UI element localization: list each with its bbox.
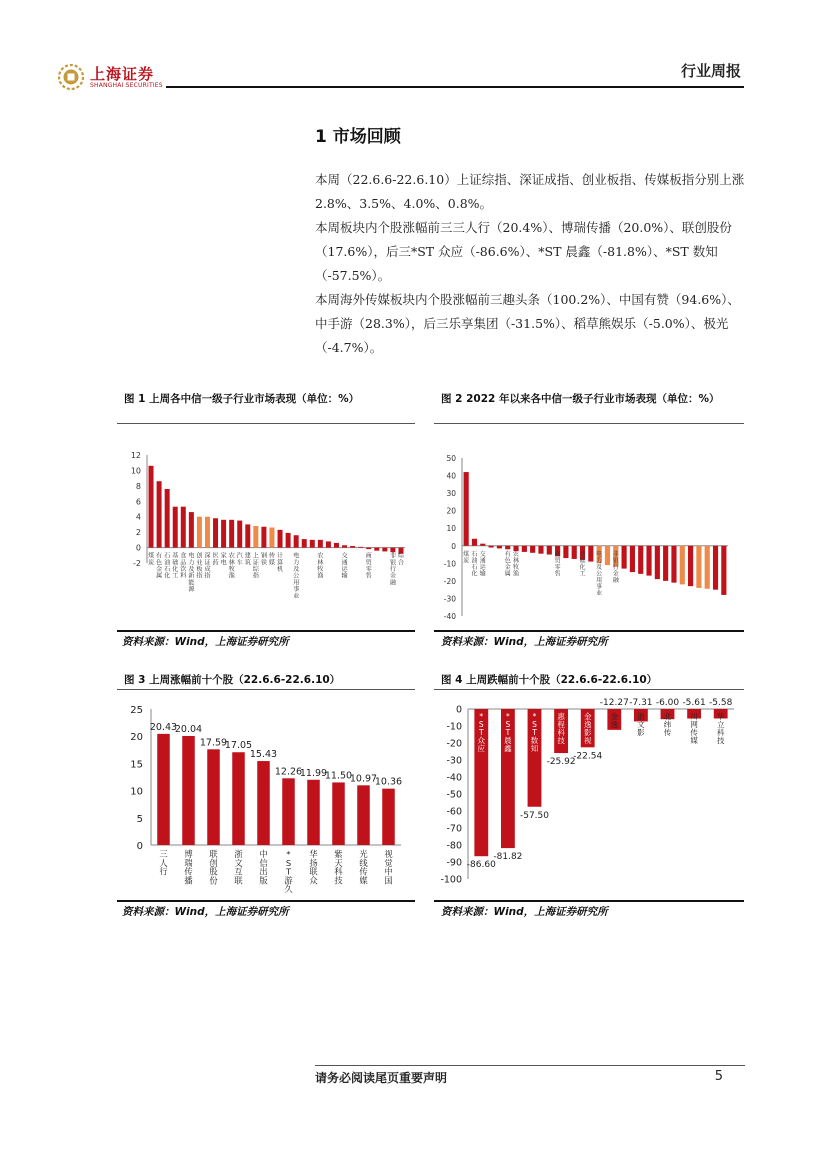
y-tick-label: 10: [130, 786, 143, 798]
y-tick-label: 2: [135, 528, 141, 538]
y-tick-label: 5: [136, 813, 143, 825]
x-tick-label: 计算机: [276, 552, 284, 573]
data-label: -81.82: [493, 852, 523, 863]
bar: [221, 520, 226, 548]
x-tick-label: 电力及新能源: [188, 552, 195, 594]
bar: [261, 527, 266, 548]
bar: [257, 761, 270, 845]
x-tick-label: 惠程科技: [557, 712, 565, 745]
x-tick-label: 农林牧渔: [317, 552, 324, 580]
bar: [480, 544, 485, 546]
bar: [237, 521, 242, 548]
y-tick-label: 10: [446, 524, 456, 534]
figure-2-chart: [434, 440, 744, 630]
x-tick-label: 煤炭: [147, 552, 155, 567]
bar: [671, 546, 676, 583]
data-label: -57.50: [519, 810, 550, 821]
y-tick-label: -20: [443, 576, 456, 586]
x-tick-label: 视觉中国: [384, 849, 393, 886]
figure-4-title: 图 4 上周跌幅前十个股（22.6.6-22.6.10）: [441, 674, 658, 686]
x-tick-label: 上证综指: [252, 552, 259, 580]
x-tick-label: 基础化工: [579, 550, 586, 578]
x-tick-label: 家电: [220, 552, 227, 567]
figure-3-title: 图 3 上周涨幅前十个股（22.6.6-22.6.10）: [124, 674, 341, 686]
data-label: 11.50: [324, 770, 353, 782]
bar: [472, 539, 477, 546]
bar: [342, 545, 347, 547]
bar: [505, 546, 510, 550]
x-tick-label: 商贸零售: [554, 550, 561, 578]
logo-text: 上海证券: [90, 65, 155, 83]
bar: [165, 489, 170, 548]
x-tick-label: 煤炭: [463, 550, 470, 565]
y-tick-label: 30: [446, 489, 456, 499]
data-label: 17.59: [199, 737, 228, 749]
y-tick-label: 25: [130, 705, 143, 716]
y-tick-label: -80: [446, 840, 462, 852]
data-label: 11.99: [299, 767, 328, 779]
bar: [366, 548, 371, 550]
bar: [245, 524, 250, 547]
bar: [307, 780, 320, 845]
section-title: 1 市场回顾: [315, 127, 401, 147]
bar: [350, 546, 355, 548]
x-tick-label: 非银行金融: [389, 552, 396, 587]
bar: [646, 546, 651, 576]
paragraph-overseas-summary: 本周海外传媒板块内个股涨幅前三趣头条（100.2%）、中国有赞（94.6%）、中手游（28.3%），后三乐享集团（-31.5%）、稻草熊娱乐（-5.0%）、极光（-4.7%）。: [315, 292, 740, 355]
data-label: -6.00: [655, 698, 680, 708]
x-tick-label: 电力及公用事业: [293, 552, 300, 600]
bar: [182, 736, 195, 845]
x-tick-label: 食品饮料: [180, 552, 187, 580]
x-tick-label: * S T 晨鑫: [504, 712, 512, 753]
figure-2-top-rule: [434, 423, 744, 424]
y-tick-label: -10: [446, 721, 462, 733]
y-tick-label: -50: [446, 789, 462, 801]
bar: [357, 785, 370, 845]
x-tick-label: 交通运输: [479, 550, 486, 578]
x-tick-label: 医药: [212, 552, 219, 567]
bar: [157, 481, 162, 547]
bar: [207, 749, 220, 845]
bar: [464, 472, 469, 546]
data-label: 15.43: [249, 749, 278, 761]
figure-4-source: 资料来源：Wind，上海证券研究所: [441, 906, 608, 918]
x-tick-label: 金逸影视: [583, 712, 592, 745]
bar: [663, 546, 668, 581]
figure-3-top-rule: [117, 689, 415, 690]
figure-3-bottom-rule: [117, 900, 415, 902]
x-tick-label: 紫天科技: [334, 849, 343, 886]
bar: [189, 512, 194, 547]
bar: [588, 546, 593, 562]
figure-4-bottom-rule: [434, 900, 744, 902]
bar: [294, 535, 299, 547]
x-tick-label: 综合: [397, 552, 405, 567]
x-tick-label: 有色金属: [156, 552, 163, 580]
bar: [630, 546, 635, 572]
bar: [205, 517, 210, 548]
y-tick-label: -2: [133, 559, 141, 568]
x-tick-label: 中信出版: [259, 849, 268, 886]
y-tick-label: 8: [135, 481, 141, 491]
bar: [489, 546, 494, 548]
paragraph-index-summary: 本周（22.6.6-22.6.10）上证综指、深证成指、创业板指、传媒板指分别上涨 2.8%、3.5%、4.0%、0.8%。: [315, 172, 745, 211]
bar: [157, 734, 170, 845]
y-tick-label: 15: [130, 759, 143, 771]
bar: [358, 547, 363, 548]
figure-4-chart: [434, 695, 744, 900]
page-number: 5: [714, 1069, 723, 1084]
figure-1-source: 资料来源：Wind，上海证券研究所: [122, 636, 289, 648]
bar: [638, 546, 643, 574]
bar: [302, 539, 307, 547]
data-label: -5.58: [709, 698, 733, 708]
bar: [310, 540, 315, 548]
x-tick-label: 博瑞传播: [184, 849, 193, 886]
x-tick-label: 北纬传: [663, 712, 672, 737]
y-tick-label: 0: [455, 704, 462, 716]
x-tick-label: 农林牧渔: [228, 552, 235, 580]
bar: [655, 546, 660, 579]
y-tick-label: 0: [135, 543, 141, 553]
x-tick-label: 华扬联众: [309, 849, 318, 886]
y-tick-label: -60: [446, 806, 462, 818]
x-tick-label: 非银行金融: [612, 550, 619, 584]
x-tick-label: 电力及公用事业: [596, 550, 603, 597]
bar: [713, 546, 718, 590]
figure-1-chart: [117, 440, 415, 630]
y-tick-label: -10: [443, 559, 456, 569]
x-tick-label: 钢铁: [260, 552, 267, 567]
bar: [390, 548, 395, 553]
y-tick-label: 40: [446, 471, 456, 481]
bar: [286, 533, 291, 548]
y-tick-label: 20: [130, 732, 143, 744]
x-tick-label: 创业板指: [196, 552, 203, 580]
x-tick-label: 华立科技: [716, 712, 725, 745]
bar: [253, 526, 258, 548]
x-tick-label: 传媒: [268, 552, 276, 567]
y-tick-label: -70: [446, 823, 462, 835]
x-tick-label: 农林牧渔: [513, 550, 520, 578]
y-tick-label: -40: [443, 612, 456, 621]
data-label: -7.31: [629, 698, 653, 708]
bar: [563, 546, 568, 558]
bar: [173, 507, 178, 548]
x-tick-label: 浙文影: [637, 712, 645, 737]
x-tick-label: 川网传媒: [690, 712, 698, 745]
x-tick-label: 金逸: [610, 712, 619, 729]
bar: [334, 543, 339, 548]
bar: [497, 546, 502, 549]
y-tick-label: 10: [130, 466, 141, 476]
footer-divider: [315, 1065, 745, 1066]
bar: [572, 546, 577, 559]
bar: [149, 466, 154, 548]
data-label: 20.04: [174, 723, 203, 735]
y-tick-label: -30: [446, 755, 462, 767]
x-tick-label: 光线传媒: [359, 849, 368, 886]
figure-3-source: 资料来源：Wind，上海证券研究所: [122, 906, 289, 918]
data-label: 10.36: [374, 776, 403, 788]
data-label: 20.43: [149, 721, 178, 733]
data-label: -22.54: [573, 751, 603, 762]
x-tick-label: 深证成指: [204, 552, 211, 580]
y-tick-label: -90: [446, 857, 462, 869]
figure-2-bottom-rule: [434, 630, 744, 632]
footer-disclaimer: 请务必阅读尾页重要声明: [315, 1071, 448, 1085]
figure-1-top-rule: [117, 423, 415, 424]
x-tick-label: 汽车: [236, 552, 243, 567]
data-label: 12.26: [274, 766, 303, 778]
figure-1-bottom-rule: [117, 630, 415, 632]
x-tick-label: * S T 数知: [530, 712, 539, 753]
bar: [326, 541, 331, 547]
bar: [332, 782, 345, 845]
bar: [688, 546, 693, 586]
figure-4-top-rule: [434, 689, 744, 690]
bar: [622, 546, 627, 569]
bar: [680, 546, 685, 585]
y-tick-label: -20: [446, 738, 462, 750]
data-label: 17.05: [224, 740, 253, 752]
y-tick-label: 0: [136, 841, 143, 852]
y-tick-label: -40: [446, 772, 462, 784]
x-tick-label: 商贸零售: [365, 552, 372, 580]
data-label: -25.92: [546, 757, 576, 768]
figure-2-title: 图 2 2022 年以来各中信一级子行业市场表现（单位：%）: [441, 393, 720, 405]
bar: [181, 507, 186, 548]
bar: [382, 789, 395, 845]
x-tick-label: 联创股份: [209, 849, 218, 886]
x-tick-label: 浙文互联: [234, 849, 243, 886]
y-tick-label: -30: [443, 594, 456, 604]
data-label: -5.61: [682, 698, 706, 708]
bar: [547, 546, 552, 555]
figure-2-source: 资料来源：Wind，上海证券研究所: [441, 636, 608, 648]
bar: [538, 546, 543, 554]
figure-3-chart: [117, 695, 415, 900]
bar: [696, 546, 701, 588]
document-type: 行业周报: [680, 62, 741, 80]
bar: [282, 778, 295, 845]
bar: [318, 540, 323, 548]
x-tick-label: * S T 众应: [477, 712, 486, 753]
data-label: -12.27: [599, 698, 629, 708]
y-tick-label: 12: [130, 451, 141, 460]
bar: [605, 546, 610, 565]
bar: [269, 528, 274, 548]
bar: [530, 546, 535, 553]
header-divider: [166, 86, 744, 88]
bar: [232, 752, 245, 845]
x-tick-label: 石油石化: [471, 550, 478, 578]
bar: [213, 518, 218, 547]
bar: [705, 546, 710, 589]
bar: [197, 517, 202, 548]
bar: [382, 548, 387, 552]
company-logo-icon: [58, 64, 84, 90]
x-tick-label: 交通运输: [341, 552, 348, 580]
x-tick-label: 有色金属: [504, 550, 511, 578]
bar: [522, 546, 527, 552]
logo-subtext: SHANGHAI SECURITIES: [90, 82, 163, 89]
data-label: -86.60: [466, 860, 496, 871]
x-tick-label: 三人行: [159, 849, 168, 877]
x-tick-label: 建筑: [244, 552, 251, 567]
x-tick-label: 石油石化: [164, 552, 171, 580]
y-tick-label: 20: [446, 506, 456, 516]
x-tick-label: 基础化工: [172, 552, 179, 580]
x-tick-label: * S T 游久: [284, 849, 293, 895]
data-label: 10.97: [349, 773, 378, 785]
y-tick-label: 0: [451, 541, 456, 551]
y-tick-label: 50: [446, 454, 456, 463]
paragraph-stock-summary: 本周板块内个股涨幅前三三人行（20.4%）、博瑞传播（20.0%）、联创股份（17.6%），后三*ST 众应（-86.6%）、*ST 晨鑫（-81.8%）、*ST 数知（-57.5%）。: [315, 220, 732, 283]
bar: [721, 546, 726, 595]
y-tick-label: 4: [135, 512, 141, 522]
bar: [374, 548, 379, 551]
figure-1-title: 图 1 上周各中信一级子行业市场表现（单位：%）: [124, 393, 360, 405]
bar: [229, 520, 234, 548]
y-tick-label: -100: [440, 874, 462, 886]
bar: [278, 530, 283, 548]
y-tick-label: 6: [135, 497, 141, 507]
